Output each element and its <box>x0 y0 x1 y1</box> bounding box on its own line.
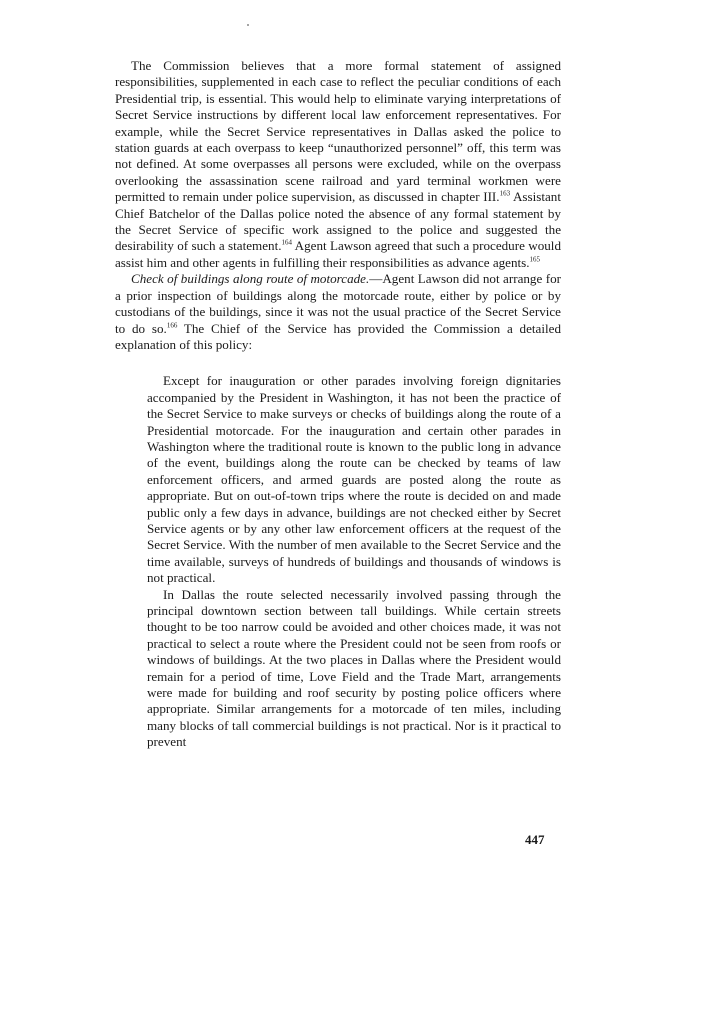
footnote-ref: 163 <box>499 189 511 198</box>
paragraph-text: The Commission believes that a more formal statement of assigned responsibilities, supplemented in each case to reflect the peculiar conditions of each Presidential trip, is essential. This would help to eliminate varying interpretations of Secret Service instructions by different local law enforcement representatives. For example, while the Secret Service representatives in Dallas asked the police to station guards at each overpass to keep “unauthorized personnel” off, this term was not defined. At some overpasses all persons were excluded, while on the overpass overlooking the assassination scene railroad and yard terminal workmen were permitted to remain under police supervision, as discussed in chapter III. <box>115 58 561 205</box>
footnote-ref: 166 <box>166 321 178 330</box>
paragraph-check-of-buildings <box>115 271 561 353</box>
paragraph-text: Assistant Chief Batchelor of the Dallas police noted the absence of any formal statement by the Secret Service of specific work assigned to the police and suggested the desirability of such a statement. <box>115 189 561 254</box>
body-text <box>115 58 561 353</box>
block-quote <box>147 373 561 750</box>
section-heading: Check of buildings along route of motorcade. <box>131 271 370 287</box>
document-page <box>115 58 561 751</box>
paragraph-text: —Agent Lawson did not arrange for a prior inspection of buildings along the motorcade route, either by police or by custodians of the buildings, since it was not the usual practice of the Secret Service to do so. <box>115 271 561 336</box>
page-number: 447 <box>525 832 545 847</box>
footnote-ref: 165 <box>529 255 541 264</box>
paragraph-text: The Chief of the Service has provided the Commission a detailed explanation of this policy: <box>115 320 561 352</box>
paragraph-text: Agent Lawson agreed that such a procedure would assist him and other agents in fulfilling their responsibilities as advance agents. <box>115 238 561 270</box>
quote-paragraph: Except for inauguration or other parades involving foreign dignitaries accompanied by the President in Washington, it has not been the practice of the Secret Service to make surveys or checks of buildings along the route of a Presidential motorcade. For the inauguration and certain other parades in Washington where the traditional route is known to the public long in advance of the event, buildings along the route can be checked by teams of law enforcement officers, and armed guards are posted along the route as appropriate. But on out-of-town trips where the route is decided on and made public only a few days in advance, buildings are not checked either by Secret Service agents or by any other law enforcement officers at the request of the Secret Service. With the number of men available to the Secret Service and the time available, surveys of hundreds of buildings and thousands of windows is not practical. <box>147 373 561 586</box>
footnote-ref: 164 <box>281 239 292 248</box>
quote-paragraph: In Dallas the route selected necessarily involved passing through the principal downtown section between tall buildings. While certain streets thought to be too narrow could be avoided and other choices made, it was not practical to select a route where the President could not be seen from roofs or windows of buildings. At the two places in Dallas where the President would remain for a period of time, Love Field and the Trade Mart, arrangements were made for building and roof security by posting police officers where appropriate. Similar arrangements for a motorcade of ten miles, including many blocks of tall commercial buildings is not practical. Nor is it practical to prevent <box>147 586 561 750</box>
scan-speck <box>247 24 249 26</box>
paragraph-commission-statement <box>115 58 561 271</box>
